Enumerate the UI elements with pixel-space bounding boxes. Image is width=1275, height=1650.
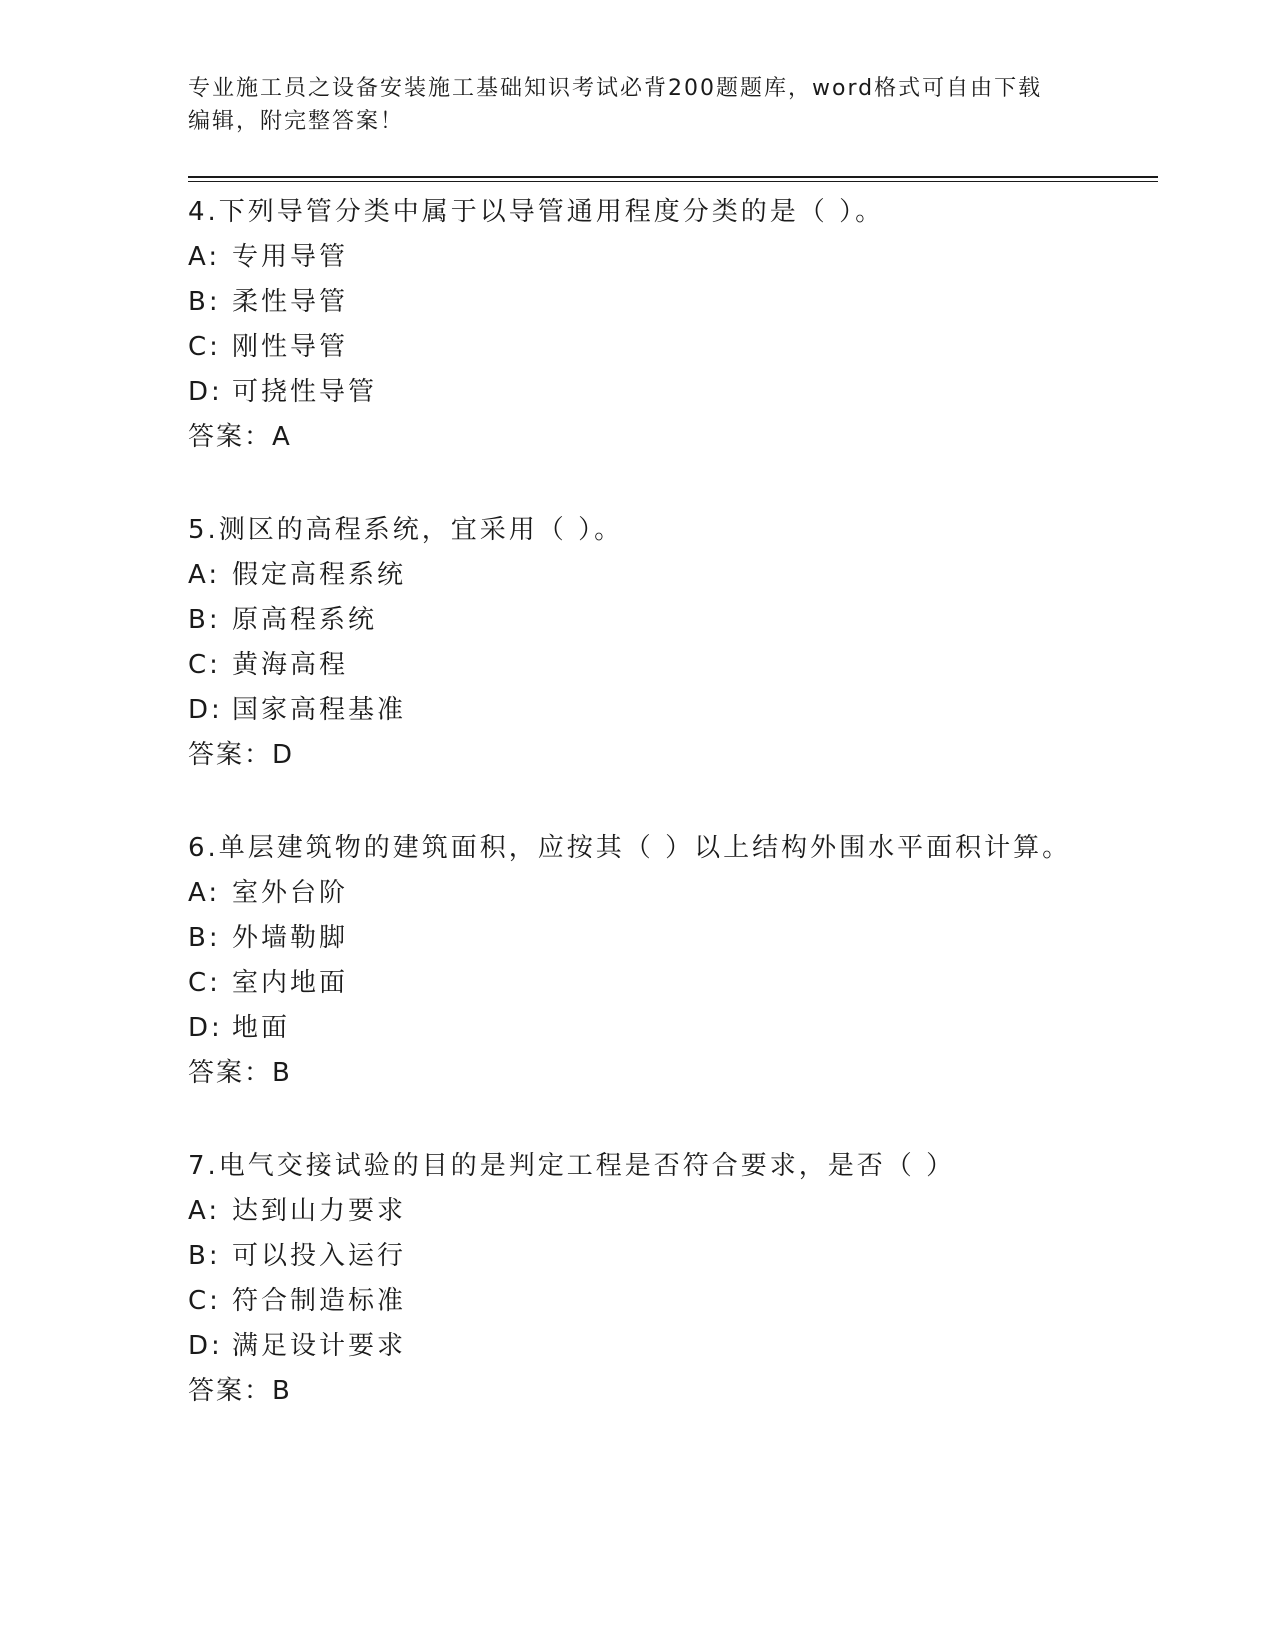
option-text: 符合制造标准: [232, 1286, 407, 1316]
header-divider-thick: [188, 176, 1158, 178]
header-line-2: 编辑，附完整答案！: [188, 109, 405, 134]
header-divider-thin: [188, 181, 1158, 182]
option-text: 地面: [232, 1013, 291, 1043]
option-text: 室内地面: [232, 968, 349, 998]
option-b: [188, 598, 1188, 643]
option-letter: A:: [188, 878, 221, 908]
option-text: 柔性导管: [232, 287, 349, 317]
option-text: 可以投入运行: [232, 1241, 407, 1271]
option-c: [188, 961, 1188, 1006]
option-b: [188, 280, 1188, 325]
option-a: [188, 1189, 1188, 1234]
answer-line: 答案：B: [188, 1058, 292, 1088]
question-block: [188, 508, 1188, 778]
option-b: [188, 1234, 1188, 1279]
option-text: 专用导管: [232, 242, 349, 272]
option-text: 原高程系统: [232, 605, 378, 635]
document-header: [188, 72, 1088, 138]
question-block: [188, 1144, 1188, 1414]
question-stem: 6.单层建筑物的建筑面积，应按其（ ）以上结构外围水平面积计算。: [188, 833, 1072, 863]
option-text: 达到山力要求: [232, 1196, 407, 1226]
option-letter: C:: [188, 650, 221, 680]
question-block: [188, 826, 1188, 1096]
option-letter: D:: [188, 1013, 223, 1043]
option-letter: A:: [188, 1196, 221, 1226]
option-d: [188, 688, 1188, 733]
option-c: [188, 325, 1188, 370]
option-letter: D:: [188, 377, 223, 407]
option-c: [188, 643, 1188, 688]
option-d: [188, 1324, 1188, 1369]
question-stem: 5.测区的高程系统，宜采用（ ）。: [188, 515, 624, 545]
option-letter: A:: [188, 560, 221, 590]
option-letter: B:: [188, 605, 221, 635]
option-text: 假定高程系统: [232, 560, 407, 590]
option-letter: D:: [188, 695, 223, 725]
option-text: 黄海高程: [232, 650, 349, 680]
answer-line: 答案：D: [188, 740, 295, 770]
option-a: [188, 235, 1188, 280]
option-letter: A:: [188, 242, 221, 272]
option-letter: B:: [188, 1241, 221, 1271]
option-c: [188, 1279, 1188, 1324]
option-letter: D:: [188, 1331, 223, 1361]
option-letter: C:: [188, 968, 221, 998]
option-letter: C:: [188, 1286, 221, 1316]
option-letter: B:: [188, 287, 221, 317]
header-line-1: 专业施工员之设备安装施工基础知识考试必背200题题库，word格式可自由下载: [188, 76, 1043, 101]
answer-line: 答案：B: [188, 1376, 292, 1406]
option-text: 刚性导管: [232, 332, 349, 362]
answer-line: 答案：A: [188, 422, 292, 452]
option-text: 可挠性导管: [232, 377, 378, 407]
option-d: [188, 1006, 1188, 1051]
option-d: [188, 370, 1188, 415]
option-letter: C:: [188, 332, 221, 362]
option-text: 满足设计要求: [232, 1331, 407, 1361]
question-stem: 7.电气交接试验的目的是判定工程是否符合要求，是否（ ）: [188, 1151, 956, 1181]
question-block: [188, 190, 1188, 460]
option-a: [188, 553, 1188, 598]
question-stem: 4.下列导管分类中属于以导管通用程度分类的是（ ）。: [188, 197, 885, 227]
option-letter: B:: [188, 923, 221, 953]
option-b: [188, 916, 1188, 961]
option-a: [188, 871, 1188, 916]
option-text: 外墙勒脚: [232, 923, 349, 953]
option-text: 室外台阶: [232, 878, 349, 908]
option-text: 国家高程基准: [232, 695, 407, 725]
